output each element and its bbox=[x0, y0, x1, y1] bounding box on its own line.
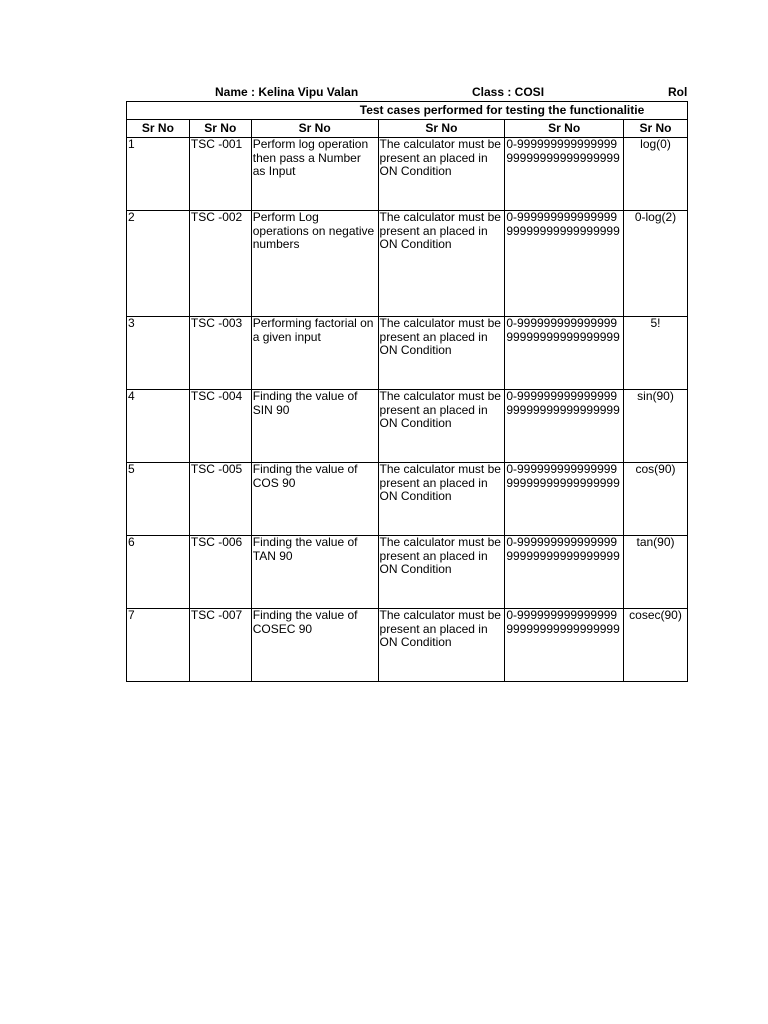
precondition: The calculator must be present an placed in ON Condition bbox=[378, 211, 505, 317]
table-caption bbox=[127, 102, 688, 120]
row-number: 2 bbox=[127, 211, 190, 317]
test-description: Performing factorial on a given input bbox=[251, 317, 378, 390]
row-number: 6 bbox=[127, 536, 190, 609]
input-range: 0-99999999999999999999999999999999 bbox=[505, 536, 624, 609]
column-header: Sr No bbox=[505, 120, 624, 138]
test-input: tan(90) bbox=[624, 536, 688, 609]
row-number: 5 bbox=[127, 463, 190, 536]
input-range: 0-99999999999999999999999999999999 bbox=[505, 390, 624, 463]
row-number: 4 bbox=[127, 390, 190, 463]
table-caption-text: Test cases performed for testing the functionalitie bbox=[359, 102, 645, 117]
test-description: Perform Log operations on negative numbers bbox=[251, 211, 378, 317]
document-header bbox=[0, 85, 768, 101]
table-row bbox=[127, 317, 688, 390]
test-case-id: TSC -001 bbox=[189, 138, 251, 211]
table-row bbox=[127, 536, 688, 609]
student-name: Name : Kelina Vipu Valan bbox=[215, 85, 359, 99]
test-case-id: TSC -004 bbox=[189, 390, 251, 463]
table-row bbox=[127, 138, 688, 211]
test-input: cosec(90) bbox=[624, 609, 688, 682]
test-description: Finding the value of COS 90 bbox=[251, 463, 378, 536]
input-range: 0-99999999999999999999999999999999 bbox=[505, 463, 624, 536]
table-row bbox=[127, 211, 688, 317]
precondition: The calculator must be present an placed in ON Condition bbox=[378, 317, 505, 390]
test-input: cos(90) bbox=[624, 463, 688, 536]
test-description: Finding the value of COSEC 90 bbox=[251, 609, 378, 682]
precondition: The calculator must be present an placed in ON Condition bbox=[378, 463, 505, 536]
student-class: Class : COSI bbox=[472, 85, 545, 99]
column-header: Sr No bbox=[378, 120, 505, 138]
precondition: The calculator must be present an placed in ON Condition bbox=[378, 390, 505, 463]
test-case-id: TSC -002 bbox=[189, 211, 251, 317]
test-input: 5! bbox=[624, 317, 688, 390]
test-input: 0-log(2) bbox=[624, 211, 688, 317]
test-input: sin(90) bbox=[624, 390, 688, 463]
test-case-id: TSC -007 bbox=[189, 609, 251, 682]
test-input: log(0) bbox=[624, 138, 688, 211]
test-description: Perform log operation then pass a Number as Input bbox=[251, 138, 378, 211]
column-header: Sr No bbox=[189, 120, 251, 138]
row-number: 7 bbox=[127, 609, 190, 682]
precondition: The calculator must be present an placed in ON Condition bbox=[378, 138, 505, 211]
test-description: Finding the value of TAN 90 bbox=[251, 536, 378, 609]
row-number: 1 bbox=[127, 138, 190, 211]
test-case-sheet bbox=[126, 101, 688, 682]
column-header: Sr No bbox=[251, 120, 378, 138]
column-header: Sr No bbox=[127, 120, 190, 138]
row-number: 3 bbox=[127, 317, 190, 390]
column-header-row bbox=[127, 120, 688, 138]
table-row bbox=[127, 390, 688, 463]
precondition: The calculator must be present an placed in ON Condition bbox=[378, 609, 505, 682]
test-case-id: TSC -003 bbox=[189, 317, 251, 390]
column-header: Sr No bbox=[624, 120, 688, 138]
roll-label: Rol bbox=[668, 85, 688, 99]
table-row bbox=[127, 463, 688, 536]
input-range: 0-99999999999999999999999999999999 bbox=[505, 211, 624, 317]
input-range: 0-99999999999999999999999999999999 bbox=[505, 317, 624, 390]
input-range: 0-99999999999999999999999999999999 bbox=[505, 138, 624, 211]
test-case-id: TSC -005 bbox=[189, 463, 251, 536]
test-case-id: TSC -006 bbox=[189, 536, 251, 609]
input-range: 0-99999999999999999999999999999999 bbox=[505, 609, 624, 682]
test-case-table bbox=[126, 101, 688, 682]
precondition: The calculator must be present an placed in ON Condition bbox=[378, 536, 505, 609]
test-description: Finding the value of SIN 90 bbox=[251, 390, 378, 463]
table-row bbox=[127, 609, 688, 682]
